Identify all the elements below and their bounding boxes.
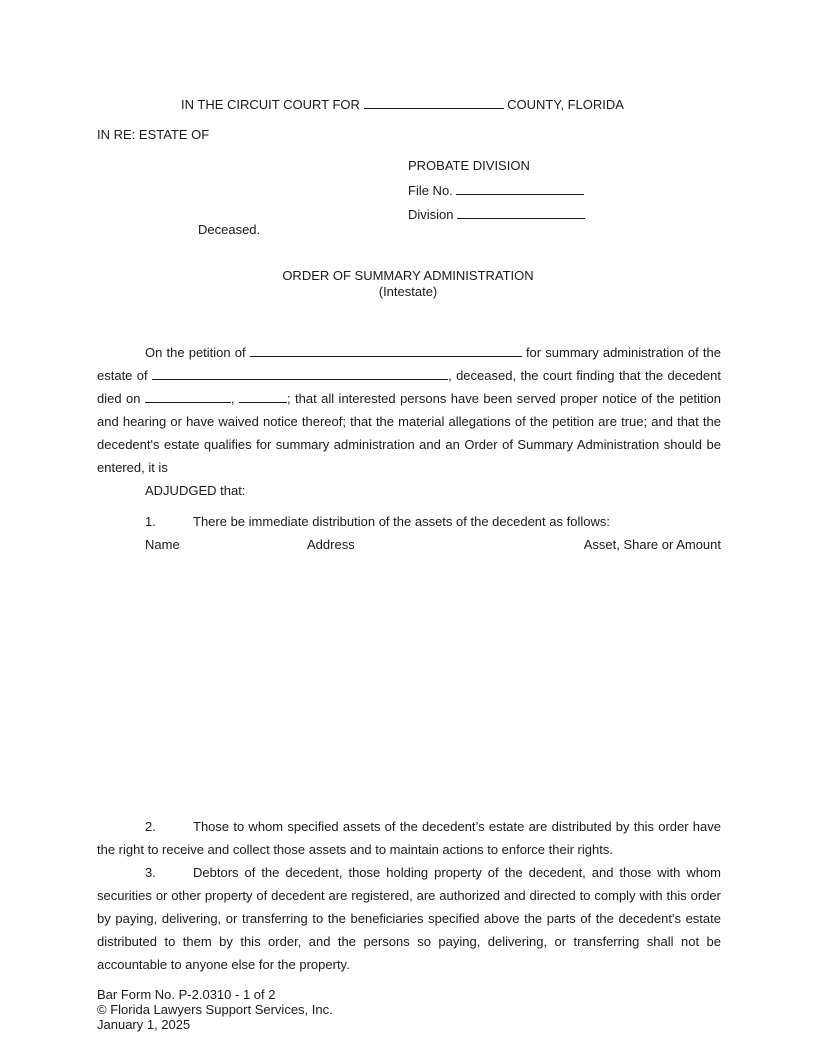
footer-copyright: © Florida Lawyers Support Services, Inc. — [97, 1002, 333, 1017]
item-1-text: There be immediate distribution of the assets of the decedent as follows: — [193, 514, 610, 529]
item-2-number: 2. — [145, 819, 156, 834]
distribution-col-name: Name — [145, 537, 180, 552]
item-3-text: Debtors of the decedent, those holding property of the decedent, and those with whom securities or other property of decedent are registered, are authorized and directed to comply with this order by paying, delivering, or transferring to the beneficiaries specified above the parts of the decedent's estate distributed to them by this order, and the persons so paying, delivering, or transferring shall not be accountable to anyone else for the property. — [97, 865, 721, 972]
division-label: Division — [408, 207, 454, 222]
decedent-blank — [152, 368, 448, 380]
court-heading — [181, 97, 624, 112]
adjudged-label: ADJUDGED that: — [145, 483, 246, 498]
deceased-label: Deceased. — [198, 222, 261, 237]
court-suffix: COUNTY, FLORIDA — [507, 97, 624, 112]
distribution-col-address: Address — [307, 537, 355, 552]
date-blank — [145, 391, 231, 403]
probate-division-label: PROBATE DIVISION — [408, 158, 530, 173]
item-3 — [97, 861, 721, 976]
distribution-col-asset: Asset, Share or Amount — [583, 537, 721, 552]
p1-a: On the petition of — [145, 345, 246, 360]
division-blank — [457, 207, 585, 219]
item-3-number: 3. — [145, 865, 156, 880]
p1-d: ; that all interested persons have been served proper notice of the petition and hearing or have waived notice thereof; that the material allegations of the petition are true; and that the decedent's estate qualifies for summary administration and an Order of Summary Administration should be entered, it is — [97, 391, 721, 475]
order-title: ORDER OF SUMMARY ADMINISTRATION — [282, 268, 534, 283]
footer-form-no: Bar Form No. P-2.0310 - 1 of 2 — [97, 987, 276, 1002]
item-1 — [145, 514, 610, 529]
year-blank — [239, 391, 287, 403]
item-2-text: Those to whom specified assets of the decedent’s estate are distributed by this order have the right to receive and collect those assets and to maintain actions to enforce their rights. — [97, 819, 721, 857]
footer-date: January 1, 2025 — [97, 1017, 191, 1032]
in-re-label: IN RE: ESTATE OF — [97, 127, 210, 142]
petition-paragraph — [97, 341, 721, 479]
order-subtitle: (Intestate) — [378, 284, 438, 299]
p1-c: , deceased, the court finding that the decedent died on — [97, 368, 721, 406]
county-blank — [364, 97, 504, 109]
p1-b: for summary administration of the estate of — [97, 345, 721, 383]
petitioner-blank — [250, 345, 522, 357]
item-1-number: 1. — [145, 514, 156, 529]
item-2 — [97, 815, 721, 861]
court-prefix: IN THE CIRCUIT COURT FOR — [181, 97, 360, 112]
division-line — [408, 207, 585, 222]
file-no-label: File No. — [408, 183, 453, 198]
file-no-line — [408, 183, 584, 198]
p1-comma: , — [230, 391, 235, 406]
file-no-blank — [456, 183, 584, 195]
